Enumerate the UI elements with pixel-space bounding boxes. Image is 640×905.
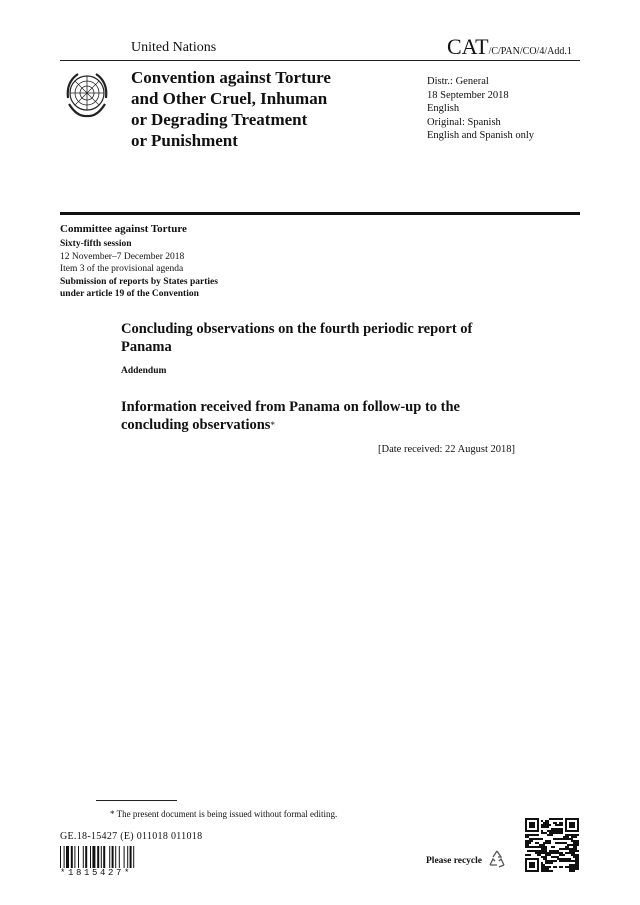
org-name: United Nations [131,40,217,55]
footnote-marker: * [270,420,275,430]
symbol-main: CAT [447,34,489,59]
distr-line: English [427,103,460,114]
un-emblem-icon [60,68,114,122]
barcode-text: *1815427* [60,868,133,878]
title-line: or Punishment [131,131,238,150]
distribution-block [427,75,534,143]
section-rule [60,212,580,215]
session-dates: 12 November–7 December 2018 [60,251,185,262]
follow-up-heading-text: Information received from Panama on follow-up to the concluding observations [121,399,460,433]
session-block [60,238,218,301]
distr-line: English and Spanish only [427,130,535,141]
document-symbol [447,34,572,60]
distr-line: 18 September 2018 [427,89,509,101]
symbol-rest: /C/PAN/CO/4/Add.1 [488,46,572,57]
convention-title [131,67,391,151]
qr-code-icon [525,818,579,872]
distr-line: Original: Spanish [427,116,501,128]
header-rule [60,60,580,61]
follow-up-heading [121,398,521,434]
agenda-title-line: Submission of reports by States parties [60,276,218,287]
distr-line: Distr.: General [427,76,489,87]
title-line: and Other Cruel, Inhuman [131,89,328,108]
footnote-rule [96,800,177,801]
date-received: [Date received: 22 August 2018] [378,444,516,455]
ge-code: GE.18-15427 (E) 011018 011018 [60,831,203,842]
recycle-icon [486,848,508,870]
title-line: or Degrading Treatment [131,110,308,129]
report-heading: Concluding observations on the fourth periodic report of Panama [121,321,473,355]
recycle-label: Please recycle [426,856,482,866]
addendum-label: Addendum [121,366,167,376]
agenda-item: Item 3 of the provisional agenda [60,264,184,274]
session-name: Sixty-fifth session [60,239,132,249]
committee-name: Committee against Torture [60,223,187,235]
title-line: Convention against Torture [131,68,331,87]
footnote-text: * The present document is being issued without formal editing. [110,809,338,819]
barcode-icon [60,846,160,868]
agenda-title-line: under article 19 of the Convention [60,289,199,299]
